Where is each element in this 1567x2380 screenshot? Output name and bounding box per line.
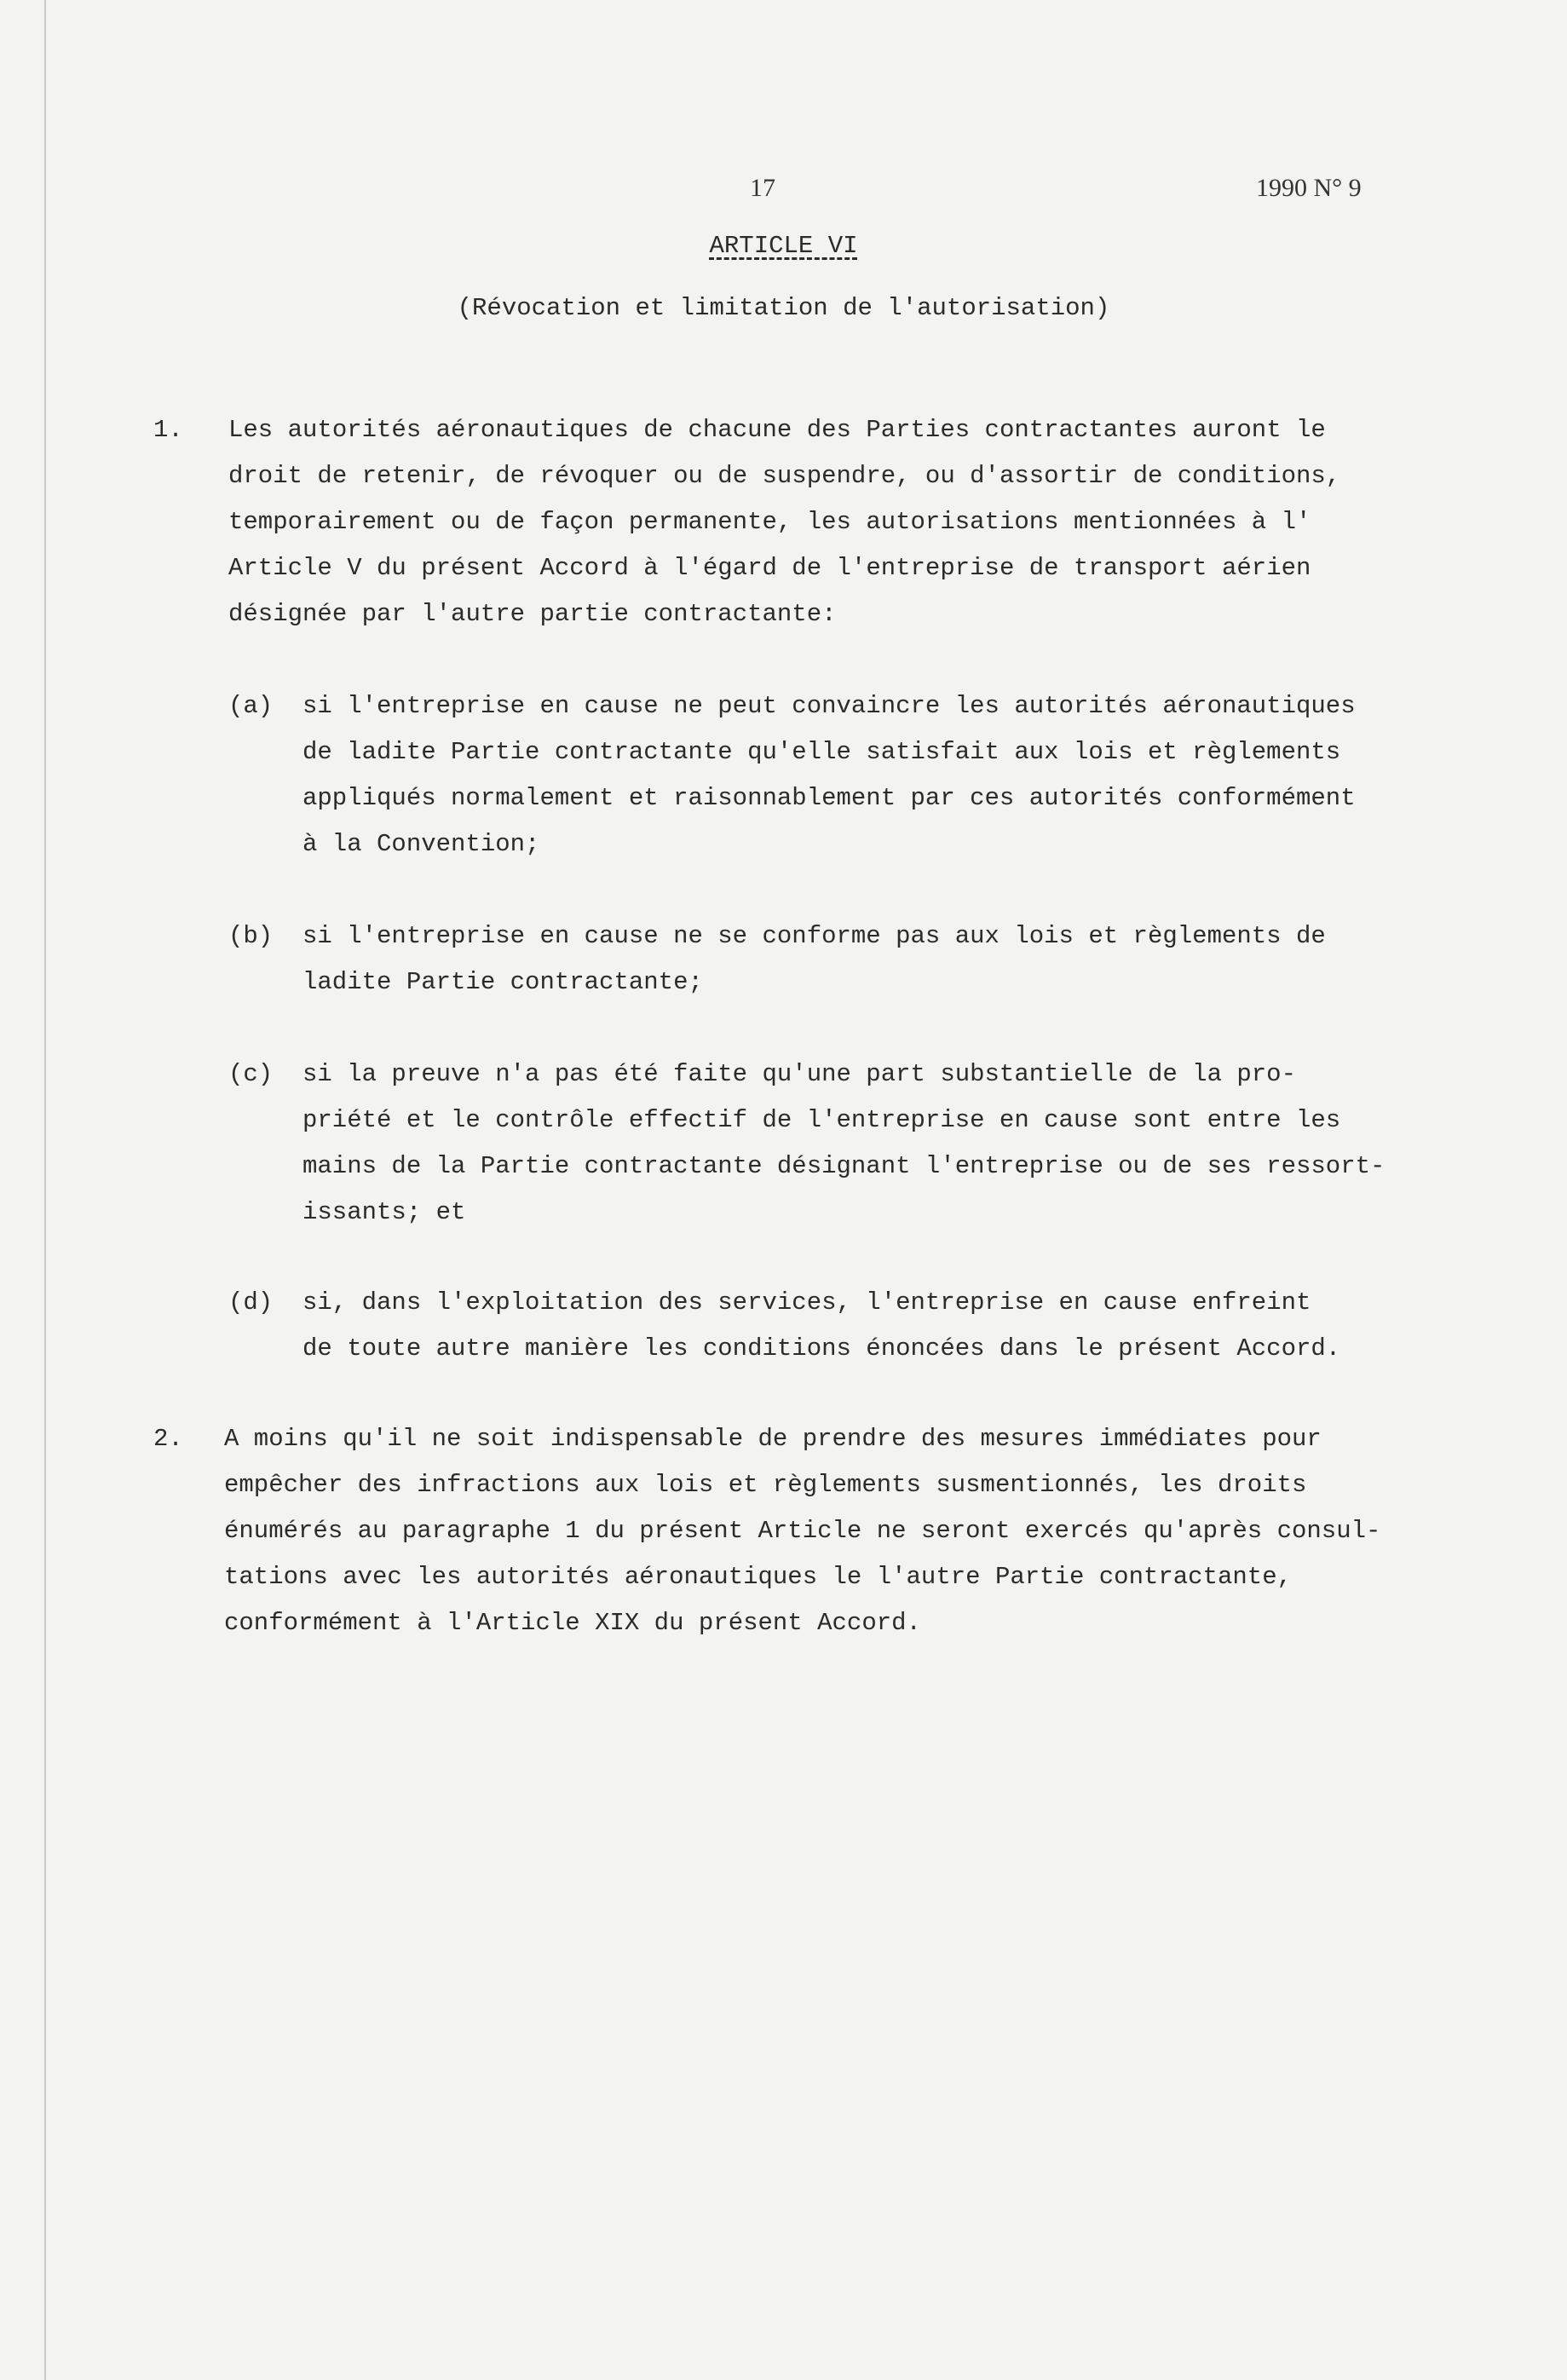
clause-c-label: (c) [228,1060,274,1088]
document-reference: 1990 N° 9 [1256,174,1362,202]
text-line: si la preuve n'a pas été faite qu'une part substantielle de la pro- [302,1060,1296,1088]
paragraph-2-body [224,1416,1380,1646]
text-line: si l'entreprise en cause ne se conforme pas aux lois et règlements de [302,922,1326,950]
text-line: Les autorités aéronautiques de chacune des Parties contractantes auront le [228,416,1326,444]
clause-d-label: (d) [228,1288,274,1317]
text-line: empêcher des infractions aux lois et règlements susmentionnés, les droits [224,1471,1307,1499]
text-line: appliqués normalement et raisonnablement par ces autorités conformément [302,784,1356,812]
clause-a-body [302,683,1356,867]
text-line: tations avec les autorités aéronautiques le l'autre Partie contractante, [224,1563,1293,1591]
text-line: A moins qu'il ne soit indispensable de prendre des mesures immédiates pour [224,1425,1322,1453]
article-title [0,232,1567,260]
clause-b-body [302,913,1326,1006]
text-line: temporairement ou de façon permanente, les autorisations mentionnées à l' [228,508,1311,536]
page-number: 17 [750,174,775,202]
page-header [0,170,1567,213]
text-line: ladite Partie contractante; [302,968,703,996]
text-line: priété et le contrôle effectif de l'entreprise en cause sont entre les [302,1106,1341,1134]
clause-c-body [302,1052,1385,1236]
clause-a-label: (a) [228,692,274,720]
text-line: si l'entreprise en cause ne peut convaincre les autorités aéronautiques [302,692,1356,720]
clause-d-body [302,1280,1340,1372]
page-binding-edge [44,0,58,2380]
text-line: de toute autre manière les conditions énoncées dans le présent Accord. [302,1334,1341,1363]
paragraph-1-number: 1. [153,416,183,444]
paragraph-2-number: 2. [153,1425,183,1453]
paragraph-1-body [228,407,1340,637]
text-line: Article V du présent Accord à l'égard de l'entreprise de transport aérien [228,554,1311,582]
text-line: si, dans l'exploitation des services, l'entreprise en cause enfreint [302,1288,1311,1317]
text-line: issants; et [302,1198,466,1226]
text-line: conformément à l'Article XIX du présent Accord. [224,1609,921,1637]
article-title-text: ARTICLE VI [709,232,858,260]
text-line: énumérés au paragraphe 1 du présent Article ne seront exercés qu'après consul- [224,1517,1381,1545]
text-line: droit de retenir, de révoquer ou de suspendre, ou d'assortir de conditions, [228,462,1341,490]
article-subtitle: (Révocation et limitation de l'autorisation) [457,294,1110,322]
clause-b-label: (b) [228,922,274,950]
text-line: mains de la Partie contractante désignant l'entreprise ou de ses ressort- [302,1152,1386,1180]
text-line: désignée par l'autre partie contractante: [228,600,837,628]
text-line: de ladite Partie contractante qu'elle satisfait aux lois et règlements [302,738,1341,766]
text-line: à la Convention; [302,830,540,858]
